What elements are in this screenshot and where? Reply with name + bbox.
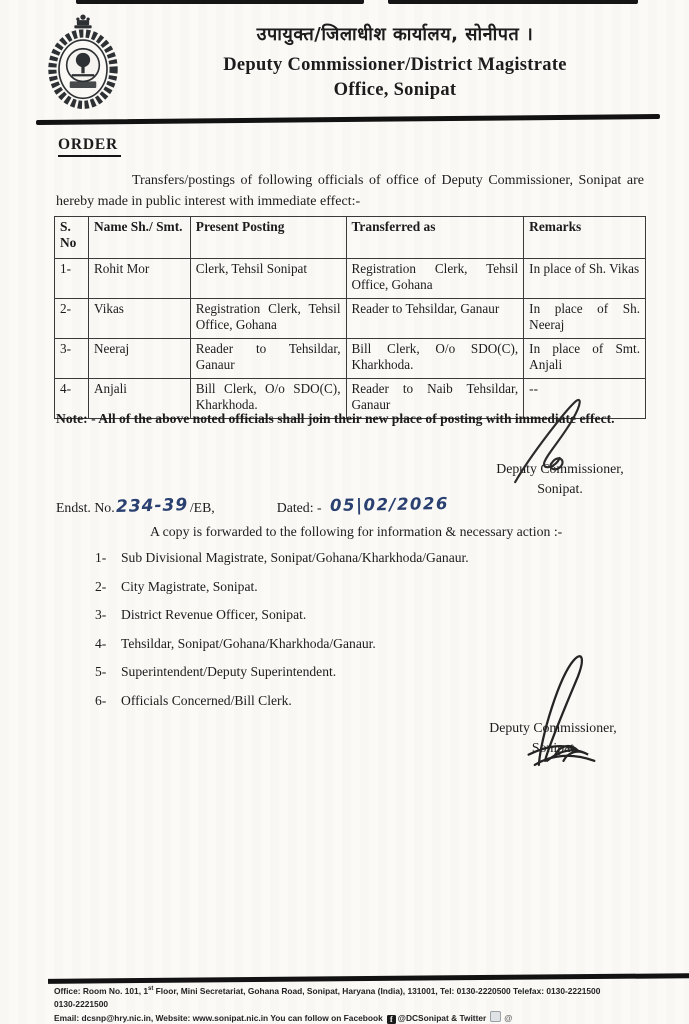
cell-sno: 3- xyxy=(55,339,89,379)
table-row xyxy=(55,299,646,339)
cell-transferred-as: Registration Clerk, Tehsil Office, Gohana xyxy=(346,259,524,299)
list-item xyxy=(95,579,575,595)
cc-list xyxy=(95,550,575,721)
signatory-place: Sonipat xyxy=(531,740,575,755)
table-row xyxy=(55,259,646,299)
list-item-text: District Revenue Officer, Sonipat. xyxy=(121,607,307,622)
list-item-number: 4- xyxy=(95,635,107,651)
cell-present-posting: Reader to Tehsildar, Ganaur xyxy=(190,339,346,379)
scan-artifact-bar xyxy=(76,0,364,4)
cell-remarks: In place of Sh. Vikas xyxy=(524,259,646,299)
footer-contact-block xyxy=(54,985,686,1024)
col-header-present-posting: Present Posting xyxy=(190,217,346,259)
list-item-number: 3- xyxy=(95,607,107,622)
footer-office-sup: st xyxy=(148,986,154,993)
cell-remarks: In place of Smt. Anjali xyxy=(524,339,646,379)
list-item-text: Tehsildar, Sonipat/Gohana/Kharkhoda/Ganaur. xyxy=(121,635,376,651)
table-row xyxy=(55,339,646,379)
cell-transferred-as: Reader to Tehsildar, Ganaur xyxy=(346,299,524,339)
list-item-text: City Magistrate, Sonipat. xyxy=(121,578,258,594)
endst-label: Endst. No. xyxy=(56,500,115,515)
table-header-row xyxy=(55,217,646,259)
order-intro-paragraph: Transfers/postings of following officials of office of Deputy Commissioner, Sonipat are hereby made in public interest with immediate effect:- xyxy=(56,173,644,209)
list-item xyxy=(95,636,575,652)
list-item-number: 5- xyxy=(95,664,107,679)
signature-scribble-1 xyxy=(500,395,600,487)
list-item-text: Sub Divisional Magistrate, Sonipat/Gohana/Kharkhoda/Ganaur. xyxy=(121,550,469,565)
footer-twitter-partial: @ xyxy=(504,1013,513,1024)
list-item-text: Officials Concerned/Bill Clerk. xyxy=(121,692,292,708)
cell-remarks: In place of Sh. Neeraj xyxy=(524,299,646,339)
letterhead xyxy=(138,22,652,103)
col-header-remarks: Remarks xyxy=(524,217,646,259)
scan-artifact-bar xyxy=(388,0,638,4)
twitter-icon xyxy=(490,1011,501,1022)
cell-present-posting: Bill Clerk, O/o SDO(C), Kharkhoda. xyxy=(190,379,346,419)
cell-name: Vikas xyxy=(88,299,190,339)
cell-sno: 4- xyxy=(55,379,89,419)
cell-present-posting: Registration Clerk, Tehsil Office, Gohana xyxy=(190,299,346,339)
footer-divider-rule xyxy=(48,973,689,983)
footer-office-line xyxy=(54,985,686,998)
endst-number-handwritten: 234-39 xyxy=(115,495,189,517)
signatory-title: Deputy Commissioner, xyxy=(489,720,617,735)
footer-phone-line: 0130-2221500 xyxy=(54,999,109,1010)
footer-email-website-text: Email: dcsnp@hry.nic.in, Website: www.sonipat.nic.in You can follow on Facebook xyxy=(54,1013,383,1024)
cell-sno: 1- xyxy=(55,259,89,299)
col-header-name: Name Sh./ Smt. xyxy=(88,217,190,259)
col-header-transferred-as: Transferred as xyxy=(346,217,524,259)
copy-forwarded-line: A copy is forwarded to the following for information & necessary action :- xyxy=(150,524,563,539)
cell-remarks: -- xyxy=(524,379,646,419)
list-item xyxy=(95,607,575,623)
cell-name: Neeraj xyxy=(88,339,190,379)
list-item xyxy=(95,693,575,709)
cell-transferred-as: Bill Clerk, O/o SDO(C), Kharkhoda. xyxy=(346,339,524,379)
dated-label: Dated: - xyxy=(276,500,322,515)
list-item-text: Superintendent/Deputy Superintendent. xyxy=(121,664,337,679)
footer-contact-line xyxy=(54,1011,686,1024)
order-heading: ORDER xyxy=(58,136,121,157)
list-item xyxy=(95,664,575,680)
header-divider-rule xyxy=(36,114,660,125)
emblem-graphic xyxy=(46,12,120,110)
facebook-icon: f xyxy=(387,1015,396,1024)
signatory-place: Sonipat. xyxy=(537,481,583,496)
footer-office-text: Office: Room No. 101, 1 xyxy=(54,986,149,996)
date-handwritten: 05|02/2026 xyxy=(329,493,449,516)
list-item-number: 1- xyxy=(95,550,107,565)
cell-transferred-as: Reader to Naib Tehsildar, Ganaur xyxy=(346,379,524,419)
footer-office-text-cont: Floor, Mini Secretariat, Gohana Road, Sonipat, Haryana (India), 131001, Tel: 0130-2220500 Telefax: 0130-2221500 xyxy=(153,986,601,996)
footer-social-handles: @DCSonipat & Twitter xyxy=(397,1013,487,1024)
list-item xyxy=(95,550,575,566)
endorsement-line xyxy=(56,493,616,517)
cell-name: Anjali xyxy=(88,379,190,419)
list-item-number: 2- xyxy=(95,578,107,594)
endst-suffix: /EB, xyxy=(189,500,215,515)
signatory-title: Deputy Commissioner, xyxy=(496,461,624,476)
haryana-government-emblem xyxy=(46,12,120,110)
note-line: Note: - All of the above noted officials shall join their new place of posting with immediate effect. xyxy=(56,411,615,426)
letterhead-title-line1: Deputy Commissioner/District Magistrate xyxy=(223,55,567,75)
letterhead-title-line2: Office, Sonipat xyxy=(333,79,457,100)
transfer-postings-table xyxy=(54,216,646,419)
letterhead-hindi-title: उपायुक्त/जिलाधीश कार्यालय, सोनीपत । xyxy=(256,24,534,45)
col-header-sno: S. No xyxy=(55,217,89,259)
list-item-number: 6- xyxy=(95,692,107,708)
cell-sno: 2- xyxy=(55,299,89,339)
cell-name: Rohit Mor xyxy=(88,259,190,299)
signature-scribble-2 xyxy=(510,650,618,768)
cell-present-posting: Clerk, Tehsil Sonipat xyxy=(190,259,346,299)
